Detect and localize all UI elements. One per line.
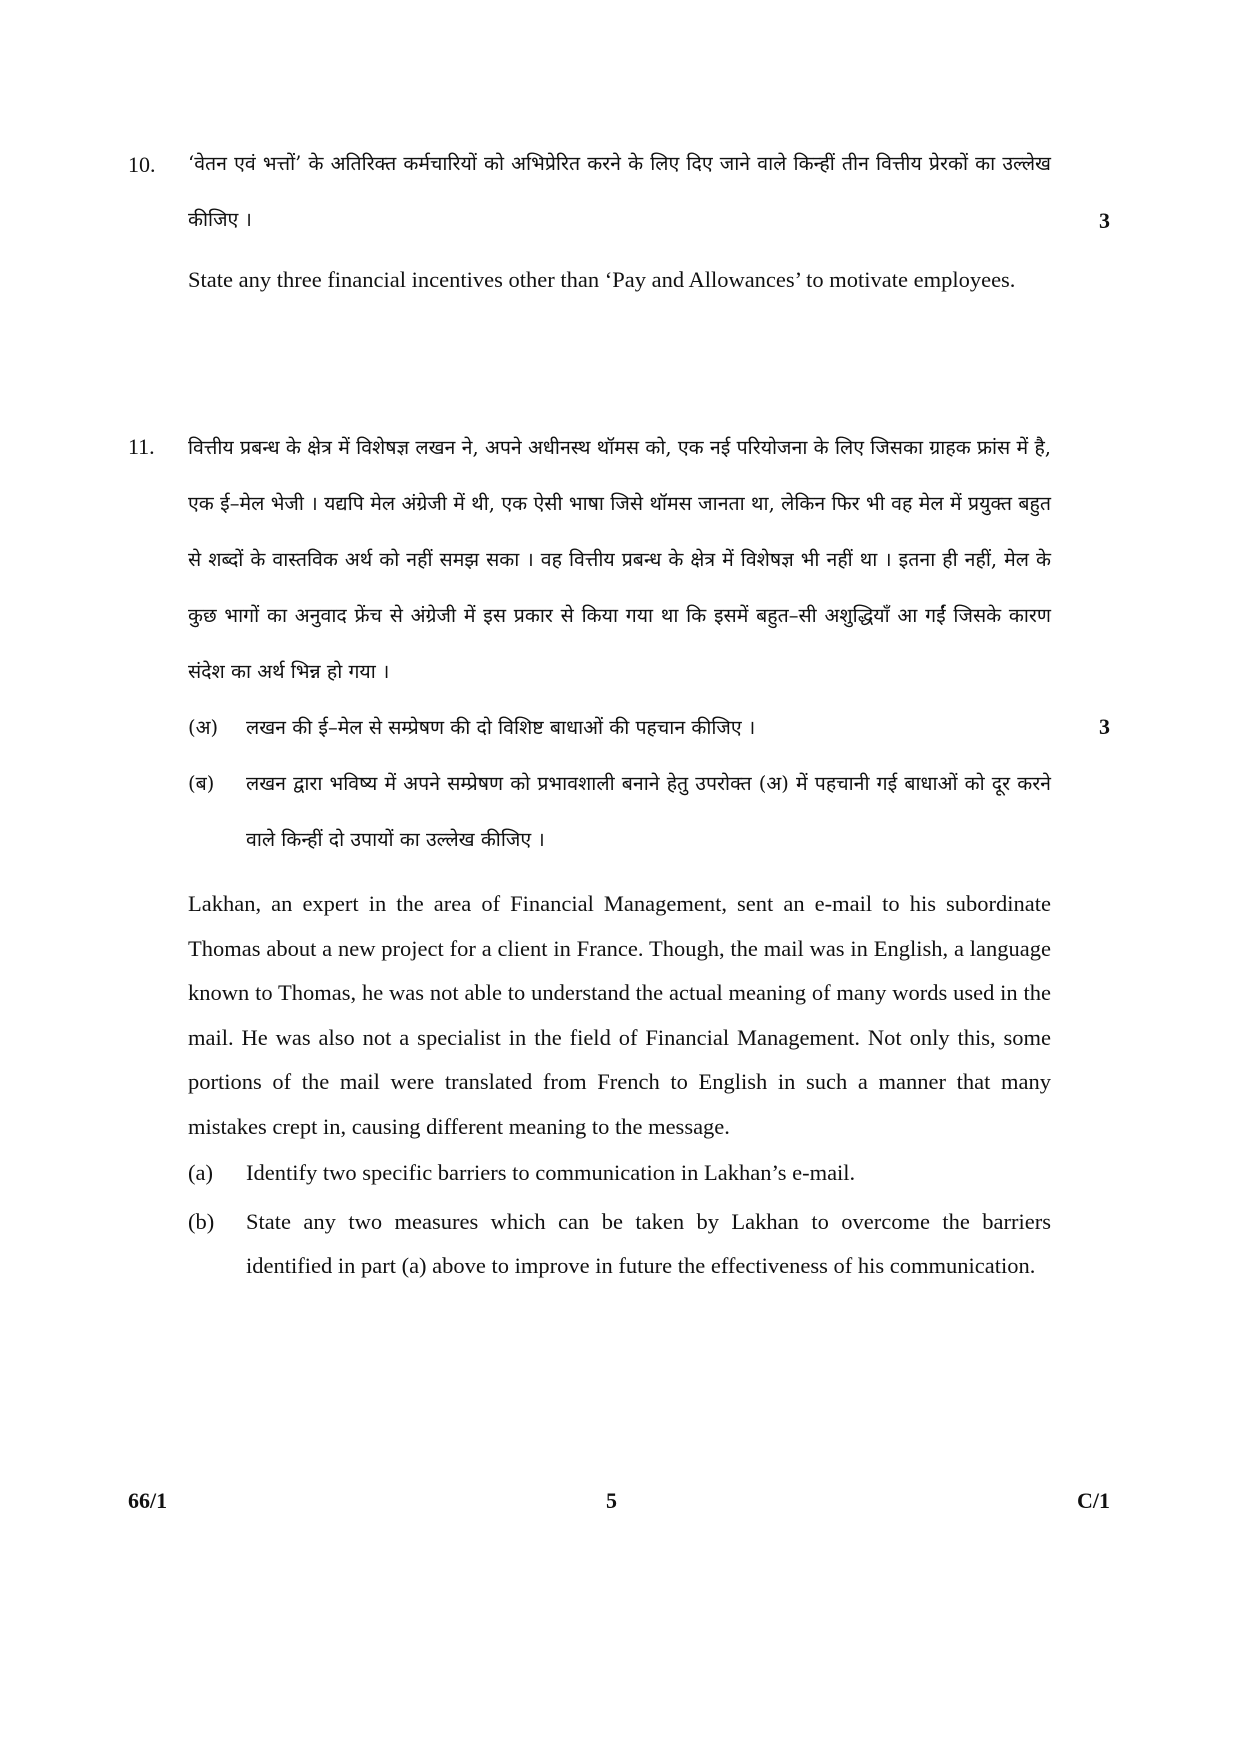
question-text-english: Lakhan, an expert in the area of Financial Management, sent an e-mail to his subordinate Thomas about a new project for a client in France. Though, the mail was in English, a language known to Thomas, he was not able to understand the actual meaning of many words used in the mail. He was also not a specialist in the field of Financial Management. Not only this, some portions of the mail were translated from French to English in such a manner that many mistakes crept in, causing different meaning to the message. — [188, 891, 1051, 1139]
part-label: (अ) — [188, 716, 219, 739]
part-text: लखन की ई–मेल से सम्प्रेषण की दो विशिष्ट बाधाओं की पहचान कीजिए । — [246, 716, 756, 739]
page-number: 5 — [606, 1488, 617, 1513]
part-text: लखन द्वारा भविष्य में अपने सम्प्रेषण को प्रभावशाली बनाने हेतु उपरोक्त (अ) में पहचानी गई बाधाओं को दूर करने वाले किन्हीं दो उपायों का उल्लेख कीजिए । — [246, 772, 1051, 851]
marks: 3 — [1099, 208, 1110, 233]
marks: 3 — [1099, 714, 1110, 739]
question-text-hindi: ‘वेतन एवं भत्तों’ के अतिरिक्त कर्मचारियों को अभिप्रेरित करने के लिए दिए जाने वाले किन्हीं तीन वित्तीय प्रेरकों का उल्लेख कीजिए । — [188, 152, 1051, 231]
question-11 — [128, 432, 1110, 1289]
question-10 — [128, 144, 1110, 303]
part-label: (b) — [188, 1208, 215, 1234]
hindi-part-a — [188, 700, 1051, 756]
part-text: Identify two specific barriers to communication in Lakhan’s e-mail. — [246, 1160, 856, 1185]
english-part-b — [188, 1200, 1051, 1289]
part-label: (a) — [188, 1160, 213, 1185]
paper-code: 66/1 — [128, 1488, 168, 1513]
set-code: C/1 — [1077, 1488, 1110, 1513]
question-number: 10. — [128, 152, 156, 177]
question-text-english: State any three financial incentives other than ‘Pay and Allowances’ to motivate employees. — [188, 267, 1016, 292]
question-number: 11. — [128, 434, 155, 459]
english-part-a — [188, 1151, 1051, 1196]
hindi-part-b — [188, 756, 1051, 868]
part-text: State any two measures which can be taken by Lakhan to overcome the barriers identified in part (a) above to improve in future the effectiveness of his communication. — [246, 1208, 1051, 1278]
part-label: (ब) — [188, 772, 215, 795]
question-text-hindi: वित्तीय प्रबन्ध के क्षेत्र में विशेषज्ञ लखन ने, अपने अधीनस्थ थॉमस को, एक नई परियोजना के लिए जिसका ग्राहक फ्रांस में है, एक ई–मेल भेजी । यद्यपि मेल अंग्रेजी में थी, एक ऐसी भाषा जिसे थॉमस जानता था, लेकिन फिर भी वह मेल में प्रयुक्त बहुत से शब्दों के वास्तविक अर्थ को नहीं समझ सका । वह वित्तीय प्रबन्ध के क्षेत्र में विशेषज्ञ भी नहीं था । इतना ही नहीं, मेल के कुछ भागों का अनुवाद फ्रेंच से अंग्रेजी में इस प्रकार से किया गया था कि इसमें बहुत–सी अशुद्धियाँ आ गईं जिसके कारण संदेश का अर्थ भिन्न हो गया । — [188, 436, 1051, 683]
